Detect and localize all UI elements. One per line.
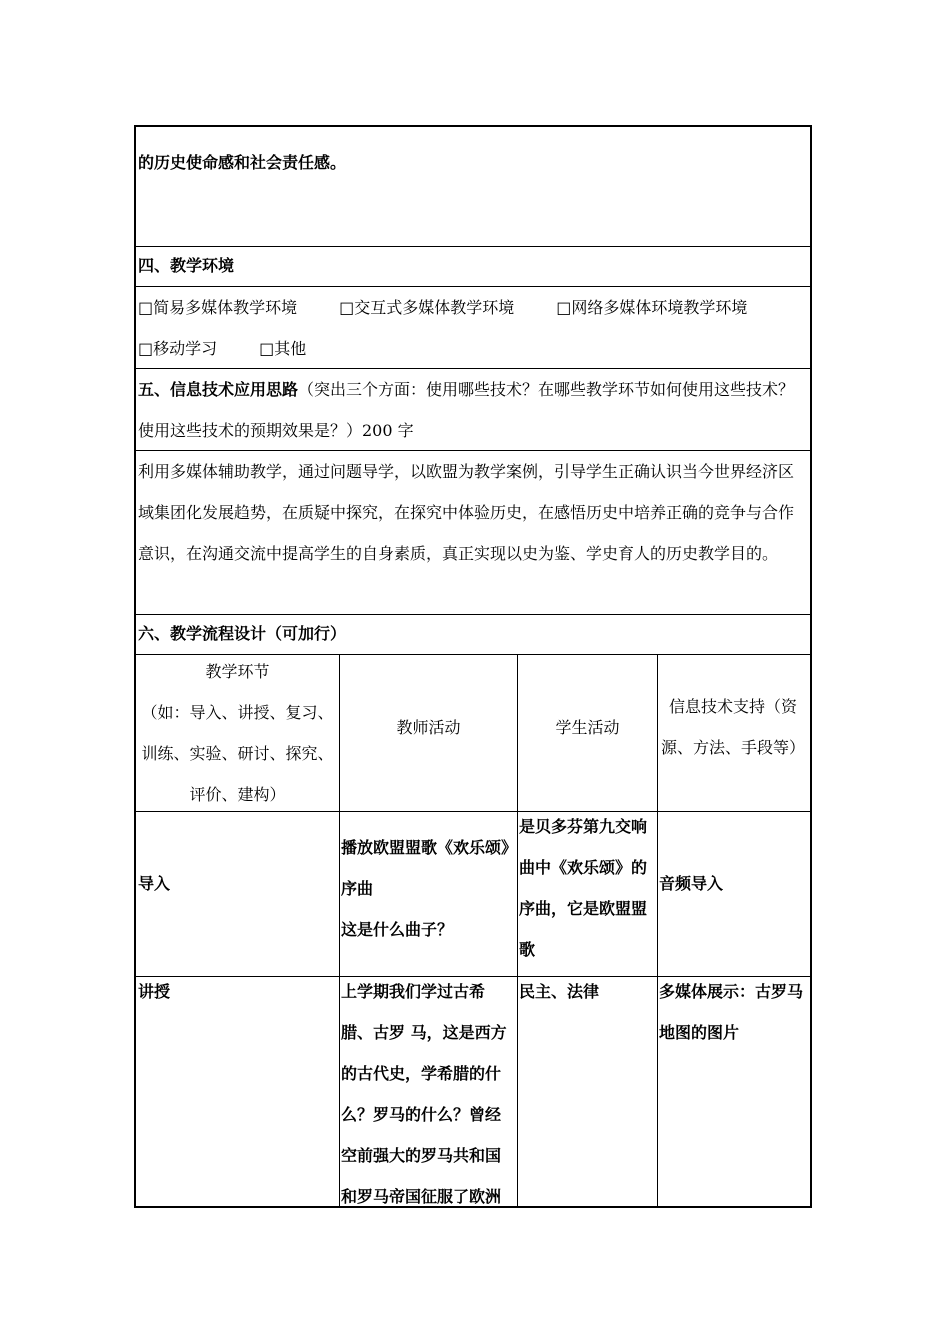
section5-title-row [136, 369, 810, 451]
section6-title: 六、教学流程设计（可加行） [138, 624, 347, 643]
section5-body-row [136, 451, 810, 615]
section5-heading [138, 369, 806, 451]
option-interactive-multimedia[interactable]: □交互式多媒体教学环境 [339, 298, 515, 317]
option-simple-multimedia[interactable]: □简易多媒体教学环境 [138, 298, 298, 317]
flow-row-lecture-stage: 讲授 [138, 982, 171, 1001]
flow-row-lecture-student: 民主、法律 [519, 982, 600, 1001]
header-stage-note: （如：导入、讲授、复习、训练、实验、研讨、探究、评价、建构） [141, 703, 334, 804]
flow-row-intro-teacher: 播放欧盟盟歌《欢乐颂》序曲 这是什么曲子？ [341, 838, 510, 939]
flow-row-intro-stage: 导入 [138, 874, 171, 893]
env-options-line2 [138, 328, 806, 369]
section5-body: 利用多媒体辅助教学，通过问题导学，以欧盟为教学案例，引导学生正确认识当今世界经济区域集团化发展趋势，在质疑中探究，在探究中体验历史，在感悟历史中培养正确的竞争与合作意识，在沟通交流中提高学生的自身素质，真正实现以史为鉴、学史育人的历史教学目的。 [138, 462, 795, 563]
flow-header-row [136, 655, 810, 812]
option-network-multimedia[interactable]: □网络多媒体环境教学环境 [556, 298, 748, 317]
section6-title-row [136, 615, 810, 655]
header-student: 学生活动 [555, 718, 620, 737]
flow-row-intro [136, 812, 810, 977]
header-teacher: 教师活动 [396, 718, 461, 737]
section5-title: 五、信息技术应用思路 [138, 380, 299, 399]
section5-prompt: （突出三个方面：使用哪些技术？在哪些教学环节如何使用这些技术？使用这些技术的预期效果是？）200 字 [138, 380, 795, 440]
intro-row [136, 127, 810, 247]
env-options-line1 [138, 287, 806, 328]
header-tech: 信息技术支持（资源、方法、手段等） [660, 697, 805, 757]
flow-row-lecture [136, 977, 810, 1206]
col-divider-2 [517, 655, 518, 1208]
option-other[interactable]: □其他 [259, 339, 307, 358]
header-stage [136, 651, 339, 815]
intro-text: 的历史使命感和社会责任感。 [138, 153, 347, 172]
section4-options-row [136, 287, 810, 369]
col-divider-3 [657, 655, 658, 1208]
flow-row-intro-student: 是贝多芬第九交响曲中《欢乐颂》的序曲，它是欧盟盟歌 [519, 817, 648, 959]
option-mobile-learning[interactable]: □移动学习 [138, 339, 218, 358]
flow-row-lecture-teacher: 上学期我们学过古希腊、古罗 马，这是西方的古代史，学希腊的什么？罗马的什么？曾经空前强大的罗马共和国和罗马帝国征服了欧洲 [341, 982, 507, 1206]
col-divider-1 [339, 655, 340, 1208]
lesson-plan-table [134, 125, 812, 1208]
section4-title-row [136, 247, 810, 287]
flow-row-lecture-tech: 多媒体展示：古罗马地图的图片 [659, 982, 804, 1042]
section4-title: 四、教学环境 [138, 256, 235, 275]
header-stage-label: 教学环节 [205, 662, 270, 681]
flow-row-intro-tech: 音频导入 [659, 874, 724, 893]
